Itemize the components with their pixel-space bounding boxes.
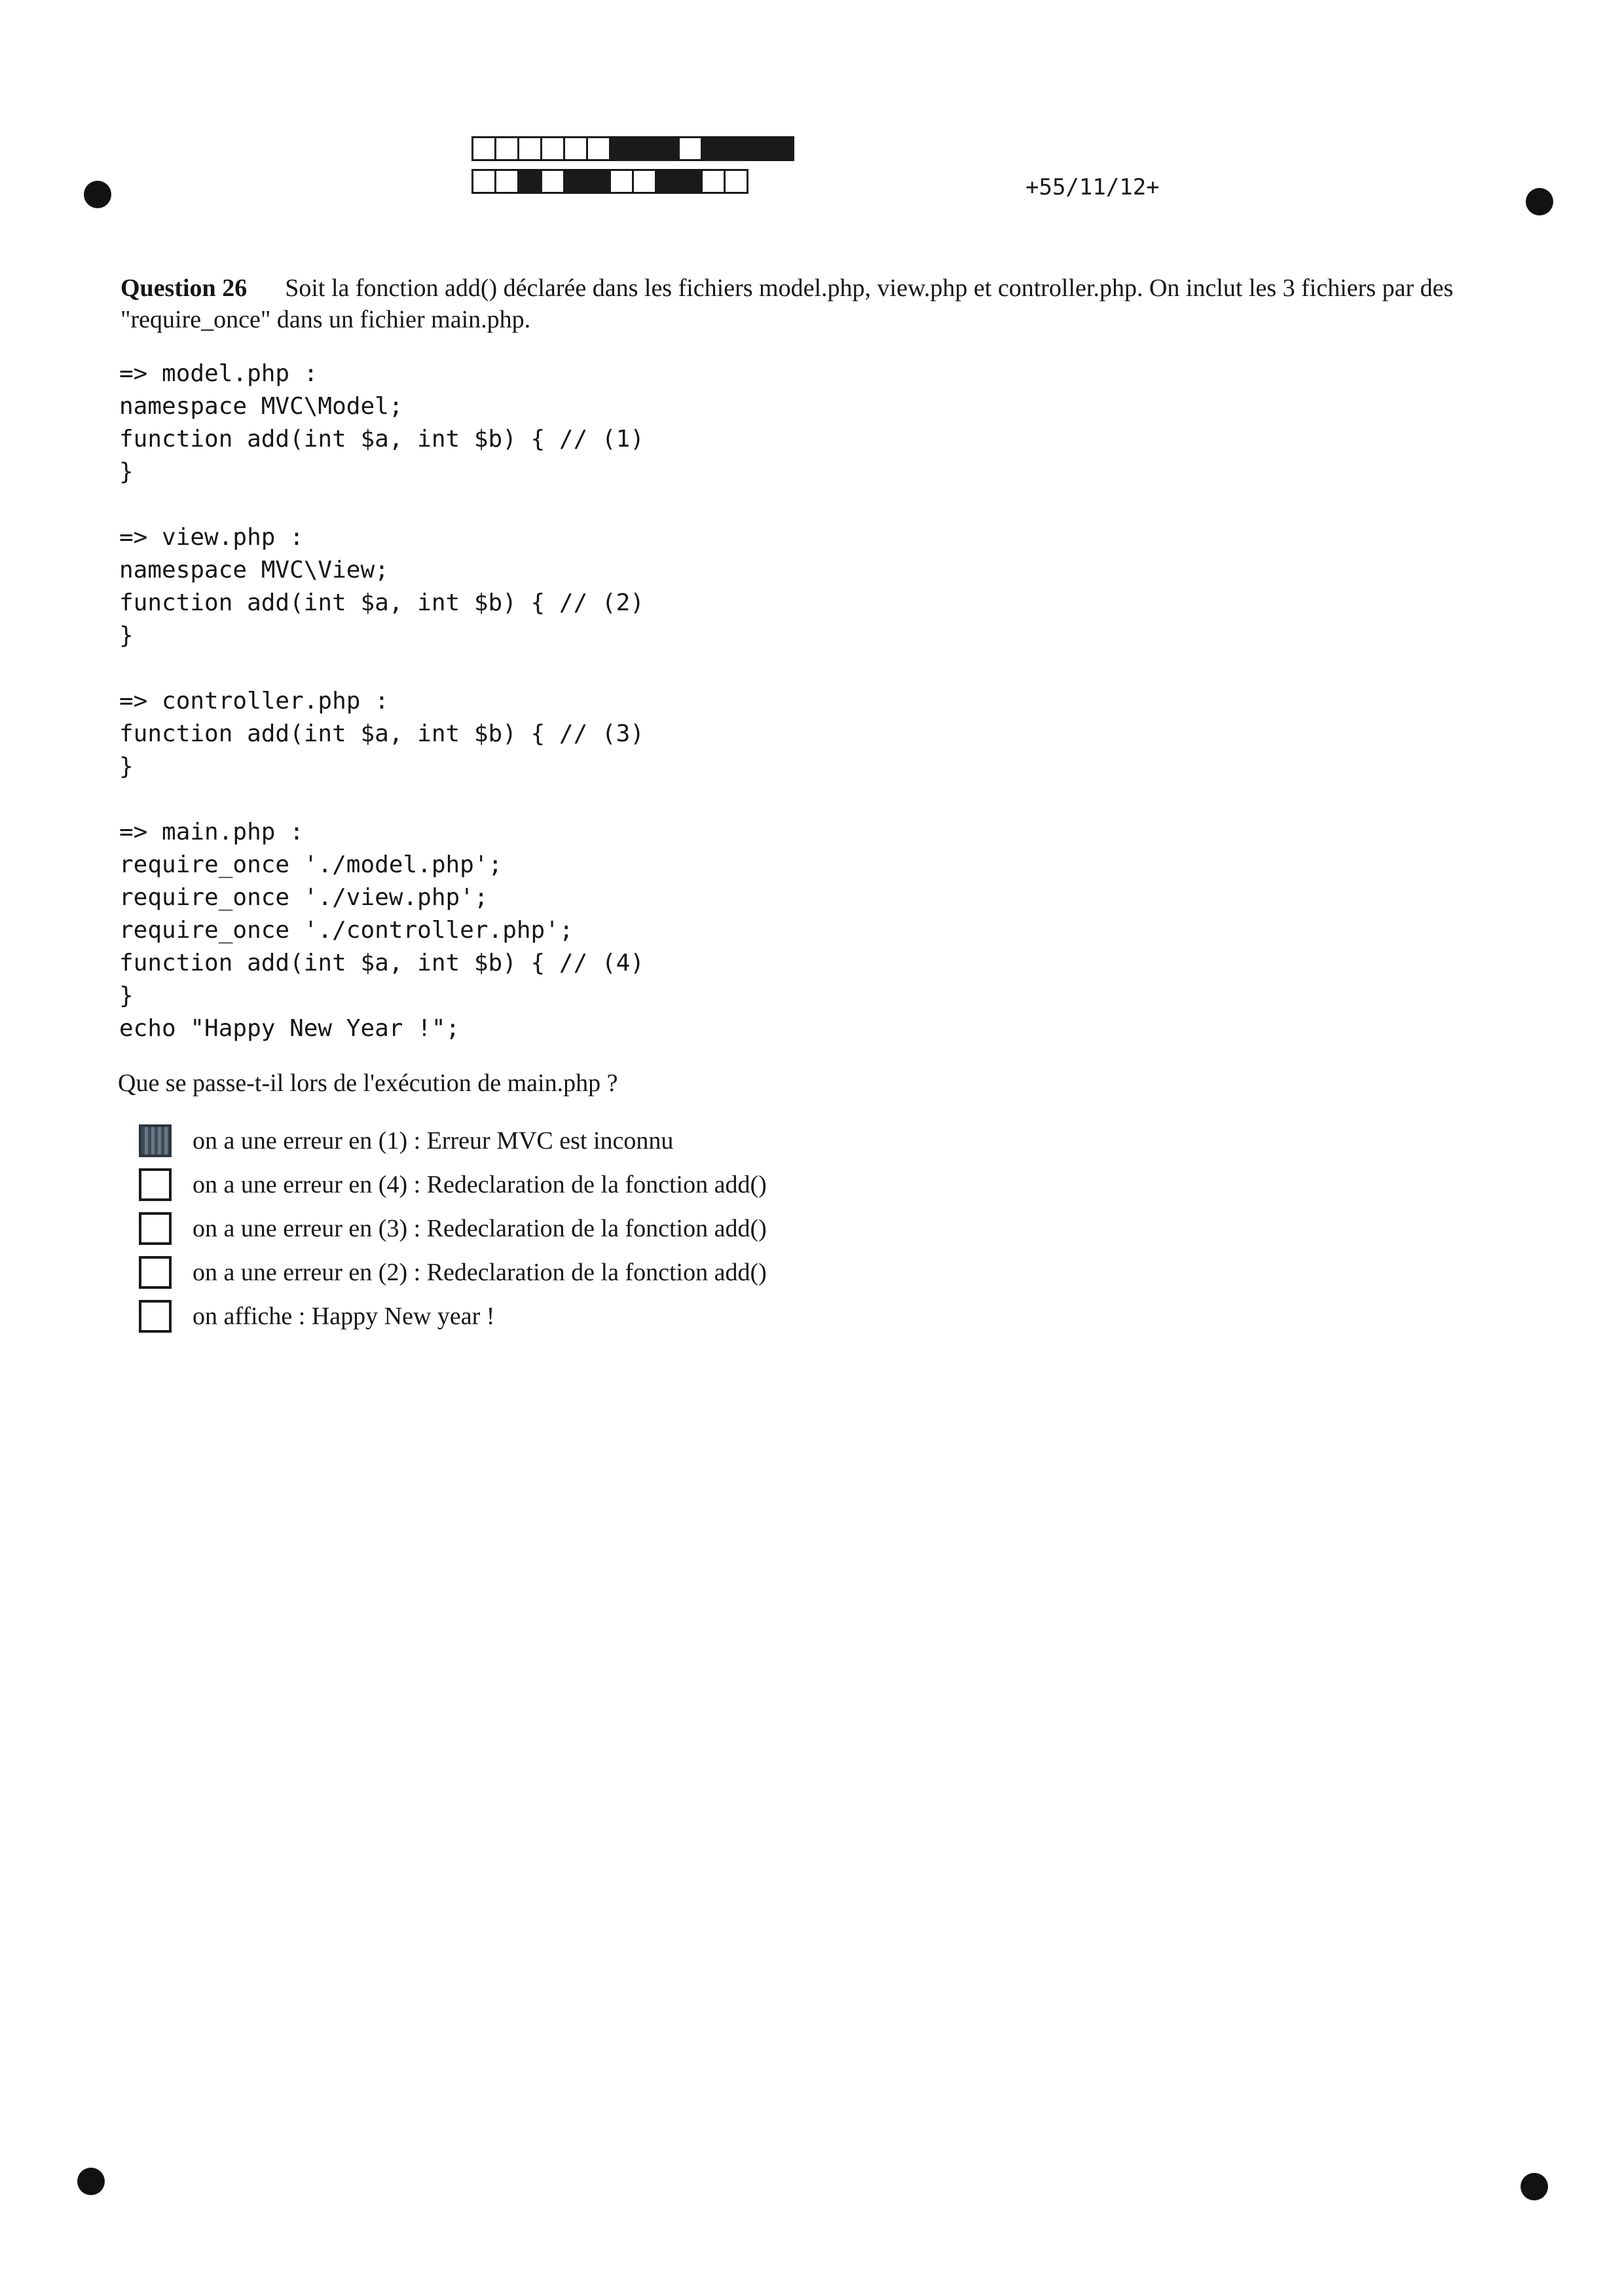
barcode-cell bbox=[724, 169, 748, 194]
code-line: function add(int $a, int $b) { // (2) bbox=[119, 589, 644, 616]
code-line: require_once './view.php'; bbox=[119, 884, 489, 911]
code-line: } bbox=[119, 622, 134, 649]
answer-list bbox=[139, 1119, 767, 1338]
page-code: +55/11/12+ bbox=[1025, 174, 1160, 200]
barcode-cell bbox=[586, 136, 611, 161]
barcode-cell bbox=[701, 136, 726, 161]
code-line: => controller.php : bbox=[119, 688, 389, 714]
answer-label: on affiche : Happy New year ! bbox=[193, 1302, 495, 1330]
code-line: } bbox=[119, 982, 134, 1009]
code-line: echo "Happy New Year !"; bbox=[119, 1015, 460, 1042]
barcode-cell bbox=[471, 169, 496, 194]
answer-checkbox[interactable] bbox=[139, 1256, 172, 1289]
barcode-cell bbox=[655, 136, 680, 161]
code-line: require_once './model.php'; bbox=[119, 851, 503, 878]
barcode-cell bbox=[632, 136, 657, 161]
answer-checkbox[interactable] bbox=[139, 1124, 172, 1157]
code-line: => model.php : bbox=[119, 360, 318, 387]
code-line: require_once './controller.php'; bbox=[119, 917, 574, 944]
answer-option bbox=[139, 1162, 767, 1206]
barcode-cell bbox=[609, 169, 634, 194]
barcode-top bbox=[471, 136, 792, 161]
barcode-cell bbox=[517, 136, 542, 161]
question-text: Soit la fonction add() déclarée dans les fichiers model.php, view.php et controller.php. On inclut les 3 fichiers par des "require_once" dans un fichier main.php. bbox=[120, 274, 1454, 333]
code-line bbox=[119, 783, 644, 816]
code-line: namespace MVC\Model; bbox=[119, 393, 403, 420]
barcode-cell bbox=[563, 169, 588, 194]
registration-mark-bottom-right bbox=[1521, 2173, 1548, 2200]
barcode-cell bbox=[655, 169, 680, 194]
answer-label: on a une erreur en (3) : Redeclaration de la fonction add() bbox=[193, 1214, 767, 1242]
code-line bbox=[119, 489, 644, 521]
barcode-cell bbox=[517, 169, 542, 194]
registration-mark-bottom-left bbox=[77, 2168, 105, 2195]
answer-option bbox=[139, 1250, 767, 1294]
question-label: Question 26 bbox=[120, 274, 248, 302]
answer-label: on a une erreur en (1) : Erreur MVC est inconnu bbox=[193, 1126, 674, 1155]
answer-option bbox=[139, 1294, 767, 1338]
question bbox=[120, 272, 1528, 335]
code-line: } bbox=[119, 753, 134, 780]
barcode-cell bbox=[747, 136, 771, 161]
barcode-cell bbox=[678, 169, 703, 194]
code-line: => main.php : bbox=[119, 819, 304, 845]
answer-option bbox=[139, 1119, 767, 1162]
answer-checkbox[interactable] bbox=[139, 1168, 172, 1201]
barcode-cell bbox=[540, 136, 565, 161]
barcode-cell bbox=[609, 136, 634, 161]
code-line bbox=[119, 652, 644, 685]
code-line: namespace MVC\View; bbox=[119, 557, 389, 583]
code-line: function add(int $a, int $b) { // (1) bbox=[119, 426, 644, 453]
barcode-cell bbox=[724, 136, 748, 161]
code-line: } bbox=[119, 458, 134, 485]
barcode-cell bbox=[586, 169, 611, 194]
registration-mark-top-right bbox=[1526, 188, 1553, 215]
answer-option bbox=[139, 1206, 767, 1250]
barcode-cell bbox=[494, 169, 519, 194]
barcode-cell bbox=[678, 136, 703, 161]
barcode-cell bbox=[701, 169, 726, 194]
answer-label: on a une erreur en (2) : Redeclaration de la fonction add() bbox=[193, 1258, 767, 1286]
barcode-bottom bbox=[471, 169, 747, 194]
barcode-cell bbox=[540, 169, 565, 194]
code-line: function add(int $a, int $b) { // (4) bbox=[119, 950, 644, 976]
answer-checkbox[interactable] bbox=[139, 1212, 172, 1245]
barcode-cell bbox=[769, 136, 794, 161]
answer-label: on a une erreur en (4) : Redeclaration de la fonction add() bbox=[193, 1170, 767, 1198]
barcode-cell bbox=[471, 136, 496, 161]
code-line: => view.php : bbox=[119, 524, 304, 551]
code-line: function add(int $a, int $b) { // (3) bbox=[119, 720, 644, 747]
barcode-cell bbox=[494, 136, 519, 161]
code-block bbox=[119, 358, 644, 1045]
barcode-cell bbox=[632, 169, 657, 194]
answer-checkbox[interactable] bbox=[139, 1300, 172, 1333]
question-prompt: Que se passe-t-il lors de l'exécution de main.php ? bbox=[118, 1069, 618, 1097]
barcode-cell bbox=[563, 136, 588, 161]
registration-mark-top-left bbox=[84, 181, 111, 208]
